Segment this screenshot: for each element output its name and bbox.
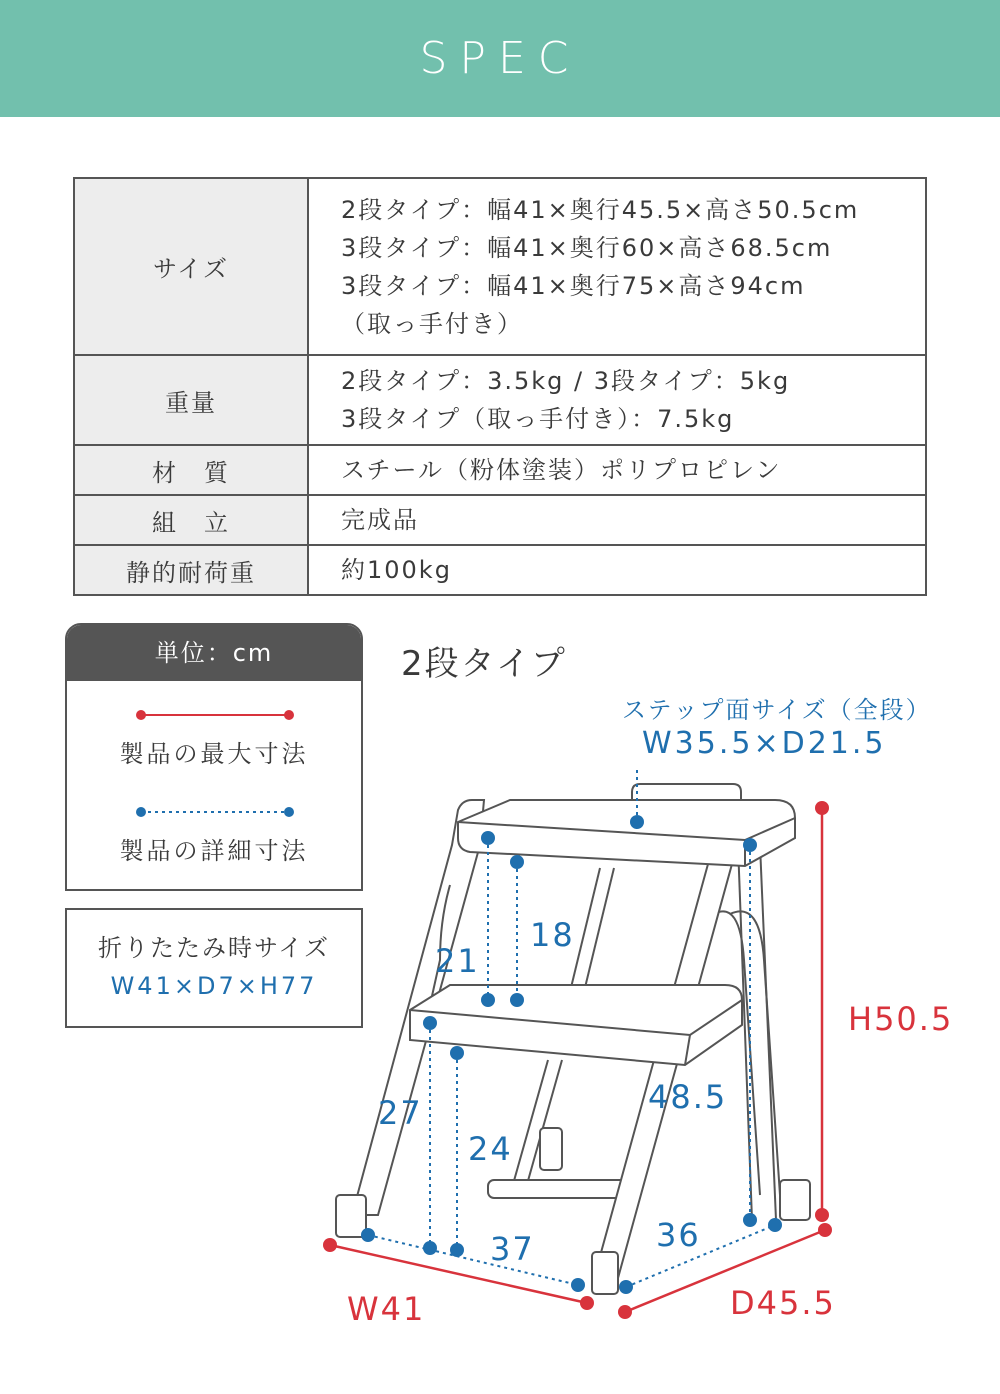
back-foot (780, 1180, 810, 1220)
row-label-material: 材 質 (74, 445, 308, 495)
dim-27-label: 27 (378, 1094, 423, 1132)
type-title: 2段タイプ (401, 644, 567, 684)
size-line: （取っ手付き） (341, 309, 523, 338)
detail-dot (743, 1213, 757, 1227)
legend-detail-label: 製品の詳細寸法 (119, 837, 309, 865)
folded-size-value: W41×D7×H77 (110, 972, 318, 1000)
detail-dot (571, 1278, 585, 1292)
size-line: 3段タイプ：幅41×奥行60×高さ68.5cm (341, 233, 833, 262)
detail-dot (630, 815, 644, 829)
page-title: SPEC (419, 33, 581, 84)
width-label: W41 (347, 1290, 426, 1328)
detail-dot (510, 855, 524, 869)
size-line: 2段タイプ：幅41×奥行45.5×高さ50.5cm (341, 195, 860, 224)
dim-48-5-label: 48.5 (648, 1078, 728, 1116)
step-size-value: W35.5×D21.5 (642, 726, 887, 761)
stool-illustration (336, 784, 810, 1294)
back-brace (714, 911, 760, 1195)
row-label-size: サイズ (74, 178, 308, 355)
folded-size-title: 折りたたみ時サイズ (97, 934, 331, 962)
bottom-bar (488, 1180, 638, 1198)
detail-dot (743, 838, 757, 852)
weight-line: 2段タイプ：3.5kg / 3段タイプ：5kg (341, 367, 791, 395)
depth-dot (818, 1223, 832, 1237)
size-line: 3段タイプ：幅41×奥行75×高さ94cm (341, 271, 806, 300)
detail-dot (423, 1241, 437, 1255)
height-label: H50.5 (848, 1000, 954, 1038)
unit-label: 単位：cm (67, 625, 361, 681)
row-label-assembly: 組 立 (74, 495, 308, 545)
height-dot (815, 1208, 829, 1222)
width-dot (323, 1238, 337, 1252)
detail-dot (510, 993, 524, 1007)
detail-dot (481, 831, 495, 845)
weight-line: 3段タイプ（取っ手付き）：7.5kg (341, 405, 735, 433)
depth-label: D45.5 (730, 1284, 836, 1322)
row-value-assembly: 完成品 (308, 495, 926, 545)
height-dot (815, 801, 829, 815)
row-value-load: 約100kg (308, 545, 926, 595)
dim-21-label: 21 (435, 942, 480, 980)
detail-dot (768, 1218, 782, 1232)
dim-24-label: 24 (468, 1130, 513, 1168)
dim-36-label: 36 (656, 1216, 701, 1254)
dim-37-label: 37 (490, 1230, 535, 1268)
row-value-material: スチール（粉体塗装）ポリプロピレン (308, 445, 926, 495)
detail-dot (450, 1046, 464, 1060)
detail-dot (481, 993, 495, 1007)
depth-dot (618, 1305, 632, 1319)
row-label-weight: 重量 (74, 355, 308, 445)
row-label-load: 静的耐荷重 (74, 545, 308, 595)
front-left-foot (336, 1195, 366, 1237)
legend-max-label: 製品の最大寸法 (119, 740, 309, 768)
step-size-label: ステップ面サイズ（全段） (622, 696, 932, 724)
width-dot (580, 1296, 594, 1310)
detail-dot (423, 1016, 437, 1030)
inner-foot (540, 1128, 562, 1170)
inner-support (582, 868, 614, 1000)
front-right-foot (592, 1252, 618, 1294)
detail-dot (361, 1228, 375, 1242)
detail-dot (619, 1280, 633, 1294)
dim-18-label: 18 (530, 916, 575, 954)
detail-dot (450, 1243, 464, 1257)
